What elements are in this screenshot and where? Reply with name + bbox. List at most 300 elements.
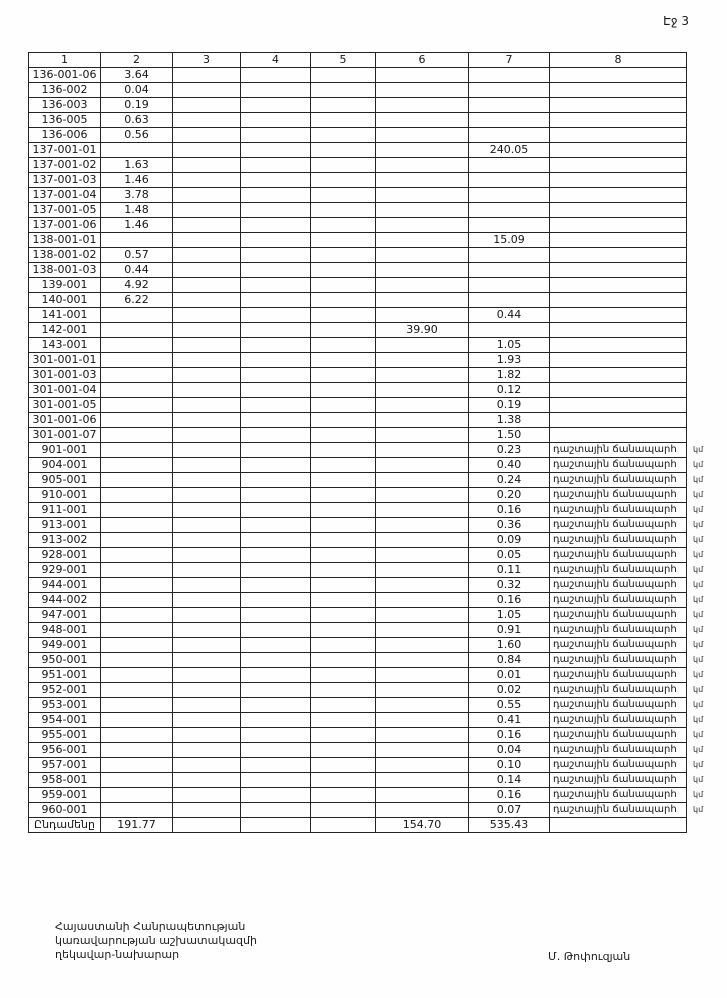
value-cell: [376, 248, 469, 263]
value-cell: [101, 143, 173, 158]
value-cell: [241, 698, 311, 713]
value-cell: [376, 188, 469, 203]
value-cell: [311, 458, 376, 473]
value-cell: [173, 353, 241, 368]
table-row: [29, 488, 721, 503]
value-cell: [469, 158, 550, 173]
value-cell: [311, 188, 376, 203]
description-cell: [550, 128, 687, 143]
value-cell: [376, 683, 469, 698]
code-cell: 952-001: [29, 683, 101, 698]
unit-label: [687, 128, 721, 143]
description-cell: [550, 293, 687, 308]
value-cell: [101, 323, 173, 338]
description-cell: [550, 413, 687, 428]
value-cell: [241, 788, 311, 803]
table-row: [29, 698, 721, 713]
value-cell: [376, 533, 469, 548]
value-cell: 0.57: [101, 248, 173, 263]
value-cell: [376, 458, 469, 473]
value-cell: [311, 203, 376, 218]
value-cell: [311, 608, 376, 623]
value-cell: [173, 788, 241, 803]
description-cell: [550, 383, 687, 398]
code-cell: 901-001: [29, 443, 101, 458]
table-row: [29, 263, 721, 278]
code-cell: 136-001-06: [29, 68, 101, 83]
value-cell: [241, 83, 311, 98]
value-cell: 0.16: [469, 503, 550, 518]
value-cell: [311, 398, 376, 413]
value-cell: [241, 818, 311, 833]
unit-label: կմ: [693, 730, 704, 739]
value-cell: [376, 713, 469, 728]
value-cell: 1.05: [469, 608, 550, 623]
value-cell: [101, 518, 173, 533]
unit-label: [687, 203, 721, 218]
value-cell: 0.56: [101, 128, 173, 143]
unit-label: [687, 263, 721, 278]
value-cell: [173, 338, 241, 353]
table-row: [29, 68, 721, 83]
unit-label: կմ: [693, 775, 704, 784]
column-header: 6: [376, 53, 469, 68]
value-cell: [376, 98, 469, 113]
unit-label: [687, 173, 721, 188]
value-cell: [376, 773, 469, 788]
code-cell: 136-006: [29, 128, 101, 143]
value-cell: [101, 548, 173, 563]
description-cell: [550, 98, 687, 113]
value-cell: [241, 518, 311, 533]
value-cell: [241, 503, 311, 518]
value-cell: 0.04: [469, 743, 550, 758]
description-cell: դաշտային ճանապարհ: [550, 518, 687, 533]
value-cell: [241, 548, 311, 563]
table-row: [29, 98, 721, 113]
unit-label: [687, 113, 721, 128]
description-cell: դաշտային ճանապարհ: [550, 548, 687, 563]
value-cell: [469, 278, 550, 293]
description-cell: դաշտային ճանապարհ: [550, 578, 687, 593]
value-cell: 0.12: [469, 383, 550, 398]
value-cell: [101, 653, 173, 668]
value-cell: [311, 143, 376, 158]
value-cell: [376, 353, 469, 368]
value-cell: [241, 308, 311, 323]
value-cell: [241, 413, 311, 428]
value-cell: [376, 368, 469, 383]
value-cell: [311, 83, 376, 98]
value-cell: [241, 443, 311, 458]
value-cell: [311, 293, 376, 308]
value-cell: [173, 713, 241, 728]
value-cell: [376, 68, 469, 83]
value-cell: 0.14: [469, 773, 550, 788]
table-row: [29, 383, 721, 398]
table-row: [29, 458, 721, 473]
value-cell: [241, 113, 311, 128]
value-cell: 0.24: [469, 473, 550, 488]
unit-label: [687, 143, 721, 158]
table-row: [29, 188, 721, 203]
value-cell: [173, 443, 241, 458]
description-cell: [550, 278, 687, 293]
description-cell: [550, 248, 687, 263]
table-row: [29, 563, 721, 578]
table-body: [29, 68, 721, 833]
value-cell: [376, 383, 469, 398]
table-row: [29, 218, 721, 233]
value-cell: [101, 533, 173, 548]
value-cell: [241, 368, 311, 383]
value-cell: [173, 128, 241, 143]
value-cell: [311, 698, 376, 713]
description-cell: [550, 263, 687, 278]
table-row: [29, 233, 721, 248]
value-cell: 15.09: [469, 233, 550, 248]
value-cell: [376, 203, 469, 218]
value-cell: [101, 428, 173, 443]
value-cell: [101, 368, 173, 383]
value-cell: 1.38: [469, 413, 550, 428]
code-cell: 137-001-05: [29, 203, 101, 218]
description-cell: դաշտային ճանապարհ: [550, 668, 687, 683]
value-cell: [241, 428, 311, 443]
code-cell: 142-001: [29, 323, 101, 338]
value-cell: [311, 128, 376, 143]
unit-label: կմ: [693, 760, 704, 769]
code-cell: 141-001: [29, 308, 101, 323]
unit-label: [687, 68, 721, 83]
value-cell: [311, 803, 376, 818]
value-cell: [101, 488, 173, 503]
value-cell: 0.16: [469, 593, 550, 608]
value-cell: [469, 173, 550, 188]
value-cell: [241, 683, 311, 698]
description-cell: դաշտային ճանապարհ: [550, 638, 687, 653]
value-cell: [469, 83, 550, 98]
value-cell: [101, 338, 173, 353]
value-cell: [376, 638, 469, 653]
code-cell: 905-001: [29, 473, 101, 488]
value-cell: [376, 743, 469, 758]
value-cell: 0.11: [469, 563, 550, 578]
value-cell: [173, 203, 241, 218]
value-cell: [311, 593, 376, 608]
table-row: [29, 113, 721, 128]
value-cell: [311, 818, 376, 833]
value-cell: [241, 743, 311, 758]
value-cell: [376, 428, 469, 443]
description-cell: դաշտային ճանապարհ: [550, 563, 687, 578]
description-cell: [550, 203, 687, 218]
value-cell: [376, 758, 469, 773]
unit-label: կմ: [693, 460, 704, 469]
table-row: [29, 638, 721, 653]
value-cell: [241, 623, 311, 638]
total-row: [29, 818, 721, 833]
value-cell: [173, 623, 241, 638]
description-cell: [550, 818, 687, 833]
value-cell: 1.05: [469, 338, 550, 353]
value-cell: [241, 248, 311, 263]
value-cell: [311, 413, 376, 428]
unit-label: կմ: [693, 475, 704, 484]
code-cell: 944-002: [29, 593, 101, 608]
value-cell: [376, 413, 469, 428]
unit-label: [687, 338, 721, 353]
unit-label: կմ: [693, 535, 704, 544]
value-cell: [376, 398, 469, 413]
value-cell: [101, 668, 173, 683]
value-cell: 0.19: [101, 98, 173, 113]
value-cell: [173, 413, 241, 428]
value-cell: [311, 263, 376, 278]
unit-label: [687, 308, 721, 323]
value-cell: [311, 98, 376, 113]
value-cell: [311, 473, 376, 488]
table-row: [29, 578, 721, 593]
description-cell: դաշտային ճանապարհ: [550, 803, 687, 818]
table-row: [29, 653, 721, 668]
value-cell: [173, 593, 241, 608]
unit-label: կմ: [693, 505, 704, 514]
code-cell: 136-003: [29, 98, 101, 113]
value-cell: 1.46: [101, 173, 173, 188]
unit-label: [687, 98, 721, 113]
code-cell: 960-001: [29, 803, 101, 818]
value-cell: [173, 608, 241, 623]
column-header: 3: [173, 53, 241, 68]
code-cell: 911-001: [29, 503, 101, 518]
value-cell: [101, 788, 173, 803]
value-cell: 0.23: [469, 443, 550, 458]
code-cell: 951-001: [29, 668, 101, 683]
description-cell: դաշտային ճանապարհ: [550, 713, 687, 728]
value-cell: 4.92: [101, 278, 173, 293]
value-cell: [311, 308, 376, 323]
unit-label: [687, 368, 721, 383]
value-cell: [311, 113, 376, 128]
value-cell: [376, 488, 469, 503]
value-cell: [173, 293, 241, 308]
value-cell: [173, 173, 241, 188]
code-cell: 948-001: [29, 623, 101, 638]
value-cell: [241, 173, 311, 188]
column-header: 7: [469, 53, 550, 68]
unit-label: [687, 293, 721, 308]
value-cell: [173, 458, 241, 473]
unit-label: [687, 83, 721, 98]
value-cell: 0.91: [469, 623, 550, 638]
value-cell: [469, 218, 550, 233]
value-cell: [311, 503, 376, 518]
value-cell: [241, 668, 311, 683]
value-cell: [376, 233, 469, 248]
value-cell: [376, 308, 469, 323]
code-cell: 301-001-03: [29, 368, 101, 383]
description-cell: դաշտային ճանապարհ: [550, 698, 687, 713]
value-cell: 240.05: [469, 143, 550, 158]
value-cell: [311, 428, 376, 443]
value-cell: [101, 353, 173, 368]
value-cell: [376, 263, 469, 278]
unit-label: [687, 413, 721, 428]
value-cell: 3.64: [101, 68, 173, 83]
table-row: [29, 518, 721, 533]
code-cell: 956-001: [29, 743, 101, 758]
value-cell: 0.63: [101, 113, 173, 128]
unit-label: կմ: [693, 580, 704, 589]
value-cell: [241, 728, 311, 743]
description-cell: [550, 308, 687, 323]
value-cell: [241, 143, 311, 158]
value-cell: [241, 353, 311, 368]
table-row: [29, 248, 721, 263]
value-cell: [173, 323, 241, 338]
value-cell: [173, 428, 241, 443]
unit-label: կմ: [693, 610, 704, 619]
value-cell: 1.50: [469, 428, 550, 443]
value-cell: 0.01: [469, 668, 550, 683]
value-cell: 154.70: [376, 818, 469, 833]
value-cell: 6.22: [101, 293, 173, 308]
code-cell: 138-001-02: [29, 248, 101, 263]
value-cell: 0.16: [469, 788, 550, 803]
value-cell: [376, 548, 469, 563]
value-cell: [376, 788, 469, 803]
code-cell: 137-001-04: [29, 188, 101, 203]
value-cell: [241, 263, 311, 278]
code-cell: 137-001-02: [29, 158, 101, 173]
value-cell: 0.10: [469, 758, 550, 773]
value-cell: [241, 218, 311, 233]
value-cell: [376, 113, 469, 128]
description-cell: դաշտային ճանապարհ: [550, 743, 687, 758]
value-cell: [241, 713, 311, 728]
description-cell: [550, 338, 687, 353]
table-row: [29, 713, 721, 728]
unit-label: կմ: [693, 565, 704, 574]
unit-label: կմ: [693, 685, 704, 694]
value-cell: [469, 248, 550, 263]
value-cell: [311, 548, 376, 563]
value-cell: 0.41: [469, 713, 550, 728]
code-cell: 949-001: [29, 638, 101, 653]
description-cell: [550, 158, 687, 173]
value-cell: [376, 83, 469, 98]
unit-label: [687, 428, 721, 443]
table-row: [29, 443, 721, 458]
code-cell: 301-001-04: [29, 383, 101, 398]
value-cell: [311, 338, 376, 353]
value-cell: [101, 503, 173, 518]
value-cell: [241, 608, 311, 623]
table-row: [29, 803, 721, 818]
value-cell: [469, 188, 550, 203]
table-row: [29, 398, 721, 413]
value-cell: [376, 173, 469, 188]
value-cell: [469, 98, 550, 113]
unit-label: կմ: [693, 550, 704, 559]
unit-label: կմ: [693, 805, 704, 814]
code-cell: 955-001: [29, 728, 101, 743]
value-cell: [173, 83, 241, 98]
value-cell: [173, 473, 241, 488]
value-cell: [173, 668, 241, 683]
value-cell: [376, 473, 469, 488]
value-cell: [241, 578, 311, 593]
value-cell: 0.04: [101, 83, 173, 98]
value-cell: [101, 623, 173, 638]
value-cell: [241, 383, 311, 398]
value-cell: [376, 623, 469, 638]
table-row: [29, 293, 721, 308]
value-cell: 0.44: [101, 263, 173, 278]
table-row: [29, 158, 721, 173]
value-cell: [241, 533, 311, 548]
value-cell: [311, 728, 376, 743]
value-cell: [376, 158, 469, 173]
table-row: [29, 203, 721, 218]
value-cell: [173, 398, 241, 413]
value-cell: [173, 818, 241, 833]
value-cell: [311, 758, 376, 773]
value-cell: [173, 488, 241, 503]
description-cell: [550, 173, 687, 188]
description-cell: դաշտային ճանապարհ: [550, 758, 687, 773]
value-cell: [376, 728, 469, 743]
value-cell: [376, 518, 469, 533]
code-cell: Ընդամենը: [29, 818, 101, 833]
code-cell: 139-001: [29, 278, 101, 293]
table-row: [29, 788, 721, 803]
value-cell: [101, 413, 173, 428]
value-cell: 3.78: [101, 188, 173, 203]
value-cell: [311, 278, 376, 293]
description-cell: դաշտային ճանապարհ: [550, 533, 687, 548]
value-cell: [101, 683, 173, 698]
description-cell: [550, 143, 687, 158]
value-cell: [241, 293, 311, 308]
value-cell: [311, 158, 376, 173]
value-cell: [241, 278, 311, 293]
description-cell: դաշտային ճանապարհ: [550, 728, 687, 743]
value-cell: [376, 278, 469, 293]
signatory-name: Մ. Թոփուզյան: [548, 950, 631, 963]
value-cell: [101, 593, 173, 608]
code-cell: 904-001: [29, 458, 101, 473]
value-cell: [173, 368, 241, 383]
table-row: [29, 83, 721, 98]
value-cell: [173, 563, 241, 578]
code-cell: 929-001: [29, 563, 101, 578]
unit-label: [687, 278, 721, 293]
code-cell: 143-001: [29, 338, 101, 353]
value-cell: [376, 218, 469, 233]
unit-label: [687, 248, 721, 263]
unit-label: [687, 233, 721, 248]
value-cell: [376, 578, 469, 593]
value-cell: [173, 518, 241, 533]
value-cell: [173, 758, 241, 773]
table-row: [29, 668, 721, 683]
table-row: [29, 728, 721, 743]
description-cell: [550, 218, 687, 233]
value-cell: [311, 563, 376, 578]
value-cell: [241, 68, 311, 83]
